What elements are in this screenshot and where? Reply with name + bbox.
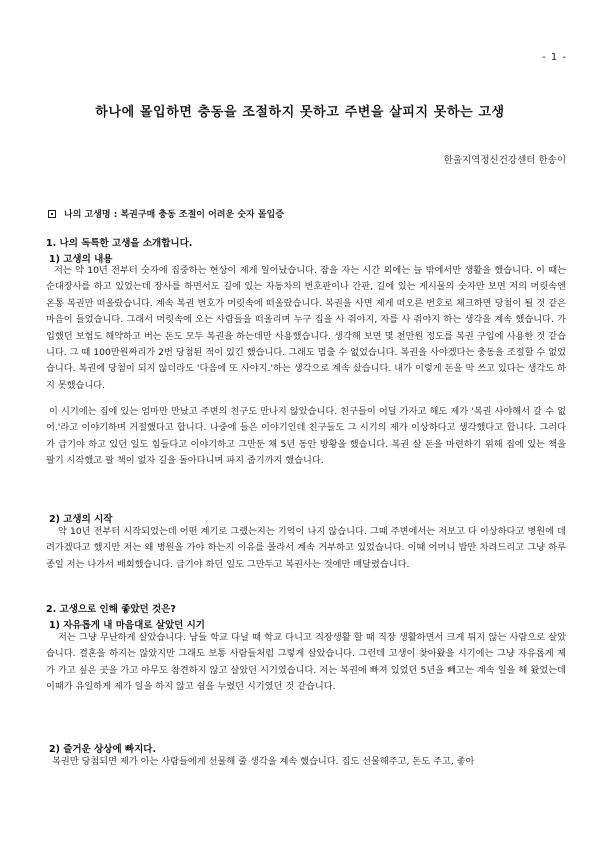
subsection-heading: 1) 고생의 내용 [49,254,113,265]
subsection-heading: 2) 고생의 시작 [49,514,113,525]
paragraph: 저는 그냥 무난하게 살았습니다. 남들 학교 다닐 때 학교 다니고 직장생활 할 때 직장 생활하면서 크게 튀지 않는 사람으로 살았습니다. 결혼을 하지는 않았지만 그래도 보통 사람들처럼 그렇게 살았습니다. 그런데 고생이 찾아왔을 시기에는 그냥 자유롭게 제가 가고 싶은 곳을 가고 아무도 참견하지 않고 살았던 시기였습니다. 저는 복권에 빠져 있었던 5년을 빼고는 계속 일을 해 왔었는데 이때가 유일하게 제가 일을 하지 않고 쉼을 누렸던 시기였던 것 같습니다. [46,632,566,693]
subsection-heading: 1) 자유롭게 내 마음대로 살았던 시기 [49,620,205,631]
document-title: 하나에 몰입하면 충동을 조절하지 못하고 주변을 살피지 못하는 고생 [95,105,505,120]
author-line: 한울지역정신건강센터 한송이 [443,155,566,166]
square-bullet-icon [48,210,56,218]
paragraph: 이 시기에는 집에 있는 엄마만 만났고 주변의 친구도 만나지 않았습니다. 친구들이 어딜 가자고 해도 제가 '복권 사야해서 갈 수 없어.'라고 이야기하며 거절했다고 합니다. 나중에 들은 이야기인데 친구들도 그 시기의 제가 이상하다고 생각했다고 합니다. 그러다가 급기야 하고 있던 일도 힘들다고 이야기하고 그만둔 채 5년 동안 방황을 했습니다. 복권 살 돈을 마련하기 위해 집에 있는 책을 팔기 시작했고 팔 책이 없자 길을 돌아다니며 파지 줍기까지 했습니다. [46,406,566,467]
page-number: - 1 - [542,52,567,63]
paragraph: 약 10년 전부터 시작되었는데 어떤 계기로 그랬는지는 기억이 나지 않습니다. 그때 주변에서는 저보고 다 이상하다고 병원에 데려가겠다고 했지만 저는 왜 병원을 가야 하는지 이유를 몰라서 계속 거부하고 있었습니다. 이때 어머니 밥만 차려드리고 그냥 하루종일 저는 나가서 배회했습니다. 급기야 하던 일도 그만두고 복권사는 것에만 매달렸습니다. [46,526,566,570]
section-heading: 2. 고생으로 인해 좋았던 것은? [46,604,176,615]
problem-name: 나의 고생명 : 복권구매 충동 조절이 어려운 숫자 몰입증 [64,210,284,220]
paragraph: 복권만 당첨되면 제가 아는 사람들에게 선물해 줄 생각을 계속 했습니다. 집도 선물해주고, 돈도 주고, 좋아 [52,756,475,767]
problem-name-line [48,207,284,220]
section-heading: 1. 나의 독특한 고생을 소개합니다. [46,238,193,249]
paragraph: 저는 약 10년 전부터 숫자에 집중하는 현상이 제게 일어났습니다. 잠을 자는 시간 외에는 늘 밖에서만 생활을 했습니다. 이 때는 순대장사를 하고 있었는데 장사를 하면서도 길에 있는 자동차의 번호판이나 간판, 길에 있는 게시물의 숫자만 보면 저의 머릿속엔 온통 복권만 떠올랐습니다. 계속 복권 번호가 머릿속에 떠올랐습니다. 복권을 사면 제게 떠오른 번호로 체크하면 당첨이 될 것 같은 마음이 들었습니다. 그래서 머릿속에 오는 사람들을 떠올리며 누구 집을 사 줘야지, 자를 사 줘야지 하는 생각을 계속 했습니다. 가입했던 보험도 해약하고 버는 돈도 모두 복권을 하는데만 사용했습니다. 생각해 보면 몇 천만원 정도를 복권 구입에 사용한 것 같습니다. 그 때 100만원짜리가 2번 당첨된 적이 있긴 했습니다. 그래도 멈출 수 없었습니다. 복권을 사야겠다는 충동을 조절할 수 없었습니다. 복권에 당첨이 되지 않더라도 '다음에 또 사야지.'하는 생각으로 계속 샀습니다. 내가 이렇게 돈을 막 쓰고 있다는 생각도 하지 못했습니다. [46,265,566,391]
subsection-heading: 2) 즐거운 상상에 빠지다. [49,744,157,755]
